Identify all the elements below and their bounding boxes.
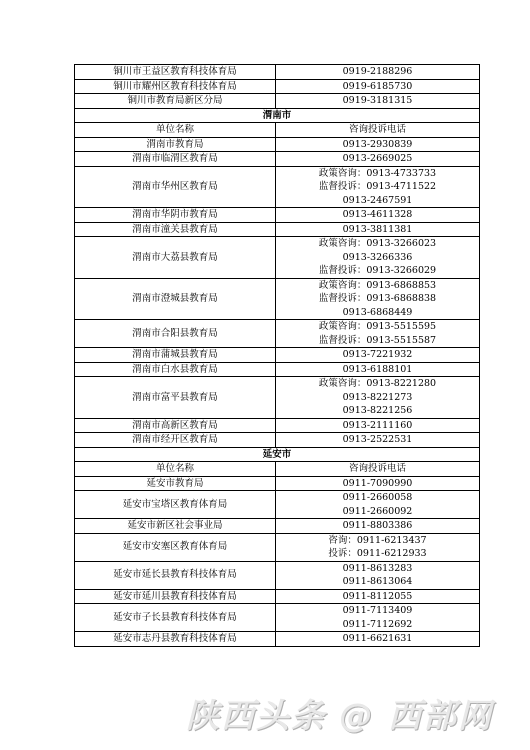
phone-number: 0919-6185730 xyxy=(342,80,413,92)
phone-cell xyxy=(276,519,480,534)
table-row xyxy=(75,377,480,419)
phone-number: 政策咨询：0913-8221280 xyxy=(318,378,437,389)
phone-number: 监督投诉：0913-5515587 xyxy=(318,334,437,346)
phone-number: 0911-8613064 xyxy=(342,576,413,587)
phone-number: 0911-8803386 xyxy=(342,520,413,531)
phone-number: 咨询：0911-6213437 xyxy=(328,534,427,546)
phone-number: 政策咨询：0913-4733733 xyxy=(318,167,437,179)
unit-name-cell: 渭南市华州区教育局 xyxy=(75,166,276,208)
unit-name-cell: 铜川市王益区教育科技体育局 xyxy=(75,65,276,80)
phone-number: 0913-6188101 xyxy=(342,363,413,375)
table-row xyxy=(75,94,480,109)
phone-number: 0911-6621631 xyxy=(342,633,413,644)
phone-number: 0919-3181315 xyxy=(342,95,413,106)
phone-cell xyxy=(276,237,480,279)
unit-name-cell: 延安市宝塔区教育体育局 xyxy=(75,491,276,519)
unit-name-cell: 渭南市蒲城县教育局 xyxy=(75,348,276,363)
table-row xyxy=(75,418,480,433)
phone-cell xyxy=(276,476,480,491)
phone-number: 0913-2111160 xyxy=(342,419,413,431)
unit-name-cell: 渭南市教育局 xyxy=(75,137,276,152)
phone-number: 政策咨询：0913-6868853 xyxy=(318,279,437,291)
table-row xyxy=(75,589,480,604)
phone-number: 0913-2669025 xyxy=(342,153,413,164)
unit-name-cell: 渭南市临渭区教育局 xyxy=(75,152,276,167)
table-row xyxy=(75,433,480,448)
phone-number: 0911-2660058 xyxy=(342,492,413,503)
table-row xyxy=(75,362,480,377)
phone-number: 0913-7221932 xyxy=(342,349,413,360)
table-row xyxy=(75,348,480,363)
phone-number: 政策咨询：0913-5515595 xyxy=(318,321,437,332)
phone-cell xyxy=(276,278,480,320)
table-row xyxy=(75,491,480,519)
table-row xyxy=(75,166,480,208)
phone-number: 政策咨询：0913-3266023 xyxy=(318,238,437,249)
phone-number: 0913-8221273 xyxy=(342,391,413,403)
unit-name-cell: 铜川市耀州区教育科技体育局 xyxy=(75,79,276,94)
unit-name-cell: 延安市安塞区教育体育局 xyxy=(75,533,276,561)
table-row xyxy=(75,152,480,167)
phone-cell xyxy=(276,433,480,448)
unit-name-cell: 延安市子长县教育科技体育局 xyxy=(75,604,276,632)
phone-number: 0911-8613283 xyxy=(342,562,413,574)
phone-cell xyxy=(276,632,480,647)
phone-cell xyxy=(276,418,480,433)
unit-name-cell: 渭南市高新区教育局 xyxy=(75,418,276,433)
phone-cell xyxy=(276,65,480,80)
unit-name-cell: 渭南市华阴市教育局 xyxy=(75,208,276,223)
table-row xyxy=(75,632,480,647)
table-row xyxy=(75,79,480,94)
phone-number: 0913-3811381 xyxy=(342,223,413,235)
phone-number: 0911-2660092 xyxy=(342,505,413,517)
table-row xyxy=(75,65,480,80)
section-row xyxy=(75,108,480,123)
phone-cell xyxy=(276,320,480,348)
phone-number: 0913-6868449 xyxy=(342,306,413,318)
header-row xyxy=(75,462,480,477)
phone-number: 0911-7112692 xyxy=(342,618,413,630)
unit-name-cell: 渭南市白水县教育局 xyxy=(75,362,276,377)
table-row xyxy=(75,561,480,589)
table-row xyxy=(75,519,480,534)
phone-number: 投诉：0911-6212933 xyxy=(328,548,427,559)
table-row xyxy=(75,604,480,632)
unit-name-cell: 渭南市经开区教育局 xyxy=(75,433,276,448)
unit-name-cell: 延安市志丹县教育科技体育局 xyxy=(75,632,276,647)
unit-name-cell: 延安市延长县教育科技体育局 xyxy=(75,561,276,589)
phone-cell xyxy=(276,377,480,419)
section-row xyxy=(75,447,480,462)
phone-cell xyxy=(276,166,480,208)
phone-number: 0911-7090990 xyxy=(342,477,413,489)
column-header-phone: 咨询投诉电话 xyxy=(276,123,480,138)
unit-name-cell: 渭南市富平县教育局 xyxy=(75,377,276,419)
phone-cell xyxy=(276,94,480,109)
phone-number: 0913-4611328 xyxy=(342,209,413,220)
phone-cell xyxy=(276,222,480,237)
phone-cell xyxy=(276,491,480,519)
column-header-unit: 单位名称 xyxy=(75,123,276,138)
unit-name-cell: 渭南市大荔县教育局 xyxy=(75,237,276,279)
phone-cell xyxy=(276,137,480,152)
unit-name-cell: 渭南市合阳县教育局 xyxy=(75,320,276,348)
column-header-phone: 咨询投诉电话 xyxy=(276,462,480,477)
unit-name-cell: 渭南市潼关县教育局 xyxy=(75,222,276,237)
unit-name-cell: 延安市教育局 xyxy=(75,476,276,491)
unit-name-cell: 渭南市澄城县教育局 xyxy=(75,278,276,320)
phone-cell xyxy=(276,561,480,589)
phone-number: 0911-7113409 xyxy=(342,605,413,616)
table-row xyxy=(75,222,480,237)
phone-number: 0913-2930839 xyxy=(342,138,413,150)
section-title: 延安市 xyxy=(75,447,480,462)
phone-number: 监督投诉：0913-3266029 xyxy=(318,265,437,276)
table-row xyxy=(75,278,480,320)
column-header-unit: 单位名称 xyxy=(75,462,276,477)
phone-cell xyxy=(276,589,480,604)
phone-number: 0913-8221256 xyxy=(342,405,413,416)
phone-number: 监督投诉：0913-4711522 xyxy=(318,181,437,192)
table-row xyxy=(75,476,480,491)
section-title: 渭南市 xyxy=(75,108,480,123)
phone-cell xyxy=(276,152,480,167)
phone-number: 0913-2522531 xyxy=(342,434,413,445)
phone-number: 0913-3266336 xyxy=(342,251,413,263)
unit-name-cell: 延安市延川县教育科技体育局 xyxy=(75,589,276,604)
phone-cell xyxy=(276,604,480,632)
watermark: 陕西头条 @ 西部网 xyxy=(186,696,493,735)
unit-name-cell: 铜川市教育局新区分局 xyxy=(75,94,276,109)
table-row xyxy=(75,237,480,279)
phone-cell xyxy=(276,533,480,561)
phone-number: 0911-8112055 xyxy=(342,590,413,602)
phone-cell xyxy=(276,362,480,377)
phone-number: 0919-2188296 xyxy=(342,66,413,77)
contact-table xyxy=(74,64,480,647)
contact-table-body xyxy=(75,65,480,647)
table-row xyxy=(75,208,480,223)
header-row xyxy=(75,123,480,138)
phone-number: 0913-2467591 xyxy=(342,194,413,206)
phone-number: 监督投诉：0913-6868838 xyxy=(318,293,437,304)
phone-cell xyxy=(276,208,480,223)
table-row xyxy=(75,320,480,348)
table-row xyxy=(75,137,480,152)
table-row xyxy=(75,533,480,561)
unit-name-cell: 延安市新区社会事业局 xyxy=(75,519,276,534)
phone-cell xyxy=(276,79,480,94)
phone-cell xyxy=(276,348,480,363)
